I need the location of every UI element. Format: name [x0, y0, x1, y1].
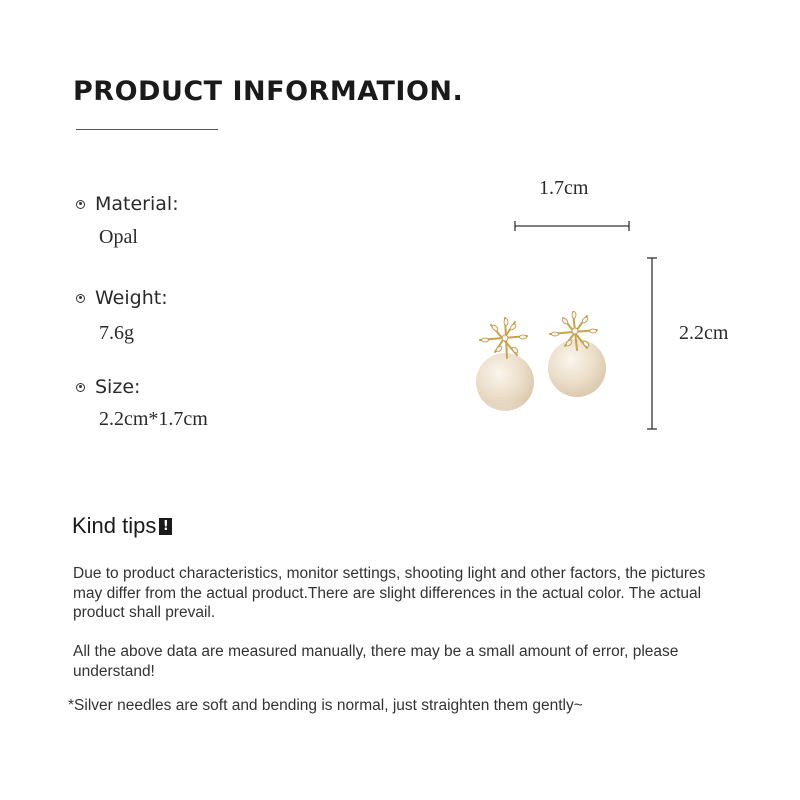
tips-paragraph-measurement: All the above data are measured manually, there may be a small amount of error, please understand!	[73, 643, 679, 680]
tips-paragraph-disclaimer: Due to product characteristics, monitor settings, shooting light and other factors, the pictures may differ from the actual product.There are slight differences in the actual color. The actual product shall prevail.	[73, 565, 706, 621]
earrings-product-image	[465, 300, 615, 440]
width-dimension-line	[515, 221, 629, 231]
height-dimension-line	[647, 258, 657, 429]
spec-material-value: Opal	[99, 226, 138, 248]
spec-size-label-text: Size:	[95, 376, 141, 398]
left-earring	[476, 318, 534, 411]
kind-tips-heading	[72, 513, 172, 539]
spec-size-value: 2.2cm*1.7cm	[99, 408, 208, 430]
spec-material-label-text: Material:	[95, 193, 179, 215]
kind-tips-title: Kind tips	[72, 513, 157, 538]
height-dimension-label: 2.2cm	[679, 322, 729, 344]
width-dimension-label: 1.7cm	[539, 177, 589, 199]
silver-needle-note: *Silver needles are soft and bending is normal, just straighten them gently~	[68, 697, 583, 714]
exclamation-icon: !	[159, 518, 172, 535]
right-earring	[548, 312, 606, 398]
page-title: PRODUCT INFORMATION.	[73, 76, 464, 107]
spec-weight-value: 7.6g	[99, 322, 134, 344]
spec-weight-label-text: Weight:	[95, 287, 168, 309]
